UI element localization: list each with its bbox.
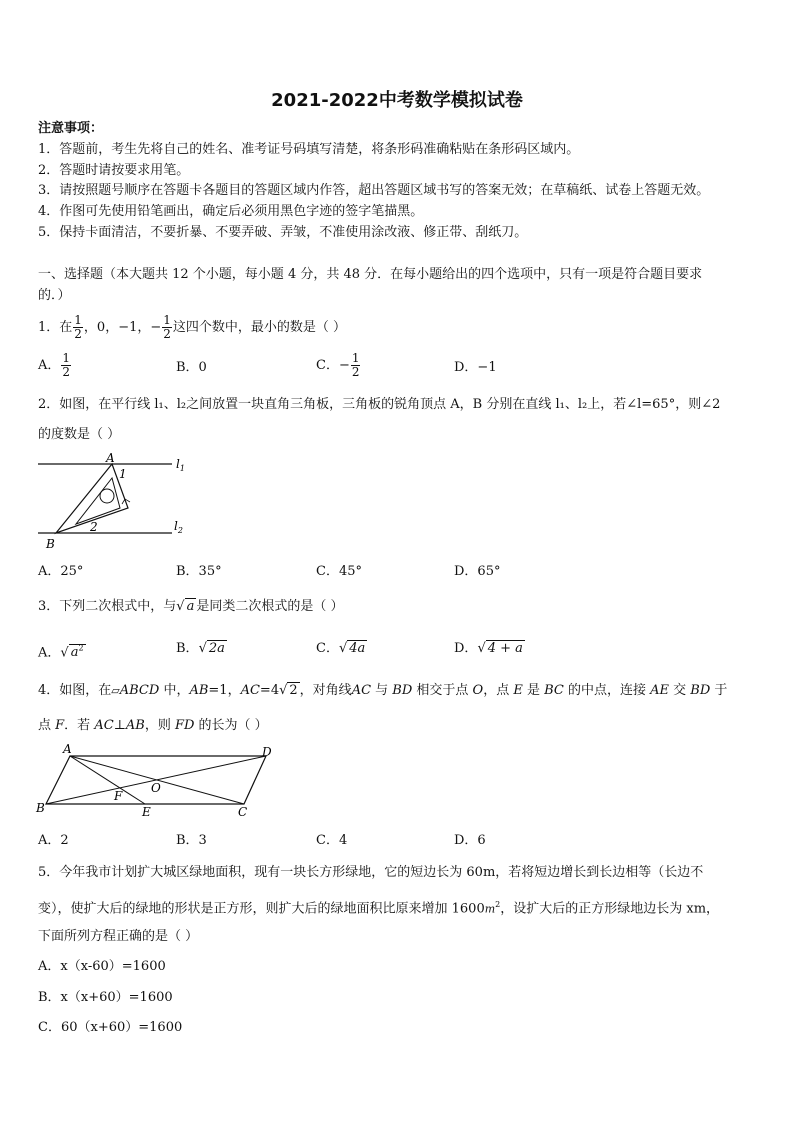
q3-option-c[interactable] (316, 640, 367, 658)
q3-option-d[interactable] (454, 640, 525, 658)
q4-text: 4．如图，在 (38, 683, 112, 698)
q5-text: 变），使扩大后的绿地的形状是正方形，则扩大后的绿地面积比原来增加 1600 (38, 901, 485, 917)
frac-denominator: 2 (74, 327, 82, 341)
q4-text: AB (189, 683, 209, 698)
sqrt-radicand (69, 644, 86, 660)
l2-subscript: 2 (177, 526, 183, 535)
label-F: F (114, 789, 123, 803)
q4-text: ABCD (119, 683, 160, 698)
question-5-stem-line1: 5．今年我市计划扩大城区绿地面积，现有一块长方形绿地，它的短边长为 60m，若将短边增长到长边相等（长边不 (38, 865, 704, 880)
q4-text: 中， (159, 683, 190, 698)
q4-text: ，点 (483, 683, 514, 698)
q1-fraction-2 (162, 314, 172, 341)
question-5-stem-line3: 下面所列方程正确的是（ ） (38, 929, 199, 944)
q4-text: AC (351, 683, 372, 698)
q4-text: =1， (208, 683, 241, 698)
frac-numerator: 1 (74, 313, 82, 327)
label-l2 (174, 519, 183, 535)
sqrt-radicand: a (186, 599, 195, 614)
q1-mid: ，0，−1，− (83, 320, 162, 335)
q1-fraction (73, 314, 83, 341)
q5-option-c[interactable]: C．60（x+60）=1600 (38, 1020, 183, 1035)
q2-option-b[interactable]: B．35° (176, 564, 222, 579)
q4-text: F (55, 718, 65, 733)
page-title: 2021-2022中考数学模拟试卷 (271, 90, 523, 111)
option-fraction (351, 352, 361, 379)
q2-option-d[interactable]: D．65° (454, 564, 501, 579)
q5-option-b[interactable]: B．x（x+60）=1600 (38, 990, 173, 1005)
q4-text: FD (174, 718, 195, 733)
sqrt-radicand: 4 + a (487, 641, 523, 656)
option-label: A． (38, 645, 61, 661)
q4-text: 的长为（ ） (194, 718, 268, 733)
question-2-stem-line1: 2．如图，在平行线 l₁、l₂之间放置一块直角三角板，三角板的锐角顶点 A，B 分别在直线 l₁、l₂上，若∠l=65°，则∠2 (38, 397, 721, 412)
sqrt-expression: √ 4 + a (477, 641, 523, 656)
q1-option-c[interactable] (316, 352, 361, 379)
q4-text: AC⊥AB (94, 718, 145, 733)
q3-pre: 3．下列二次根式中，与 (38, 599, 177, 614)
q4-option-b[interactable]: B．3 (176, 833, 207, 848)
diagonal-BD (46, 756, 266, 804)
label-E: E (142, 805, 151, 819)
q4-text: 于 (710, 683, 728, 698)
option-label: A． (38, 358, 61, 373)
q2-option-a[interactable]: A．25° (38, 564, 84, 579)
q4-text: ，则 (144, 718, 175, 733)
label-B: B (46, 537, 55, 551)
q1-pre: 1．在 (38, 320, 73, 335)
q4-text: ．若 (64, 718, 95, 733)
q4-text: O (472, 683, 484, 698)
question-5-stem-line2 (38, 896, 719, 918)
q4-text: E (513, 683, 523, 698)
q5-unit-exponent: 2 (495, 900, 501, 909)
q1-option-d[interactable]: D．−1 (454, 360, 497, 375)
q4-text: 与 (371, 683, 393, 698)
radicand-base: a (70, 645, 79, 661)
q4-text: AE (650, 683, 670, 698)
label-B: B (36, 801, 45, 815)
q3-option-b[interactable] (176, 640, 227, 658)
frac-denominator: 2 (62, 365, 71, 379)
option-label: D． (454, 641, 478, 656)
label-O: O (151, 781, 161, 795)
question-3-stem (38, 598, 343, 616)
section-heading-line1: 一、选择题（本大题共 12 个小题，每小题 4 分，共 48 分．在每小题给出的四个选项中，只有一项是符合题目要求 (38, 267, 703, 282)
q4-text: AC (240, 683, 260, 698)
q4-text: 的中点，连接 (563, 683, 651, 698)
label-A: A (106, 452, 115, 465)
q3-post: 是同类二次根式的是（ ） (196, 599, 344, 614)
q4-text: BD (690, 683, 711, 698)
frac-numerator: 1 (163, 313, 171, 327)
q1-option-a[interactable] (38, 352, 72, 379)
sqrt-radicand: 4a (349, 641, 366, 656)
note-item: 2．答题时请按要求用笔。 (38, 163, 190, 178)
sqrt-expression: √ $a^2$ (60, 644, 84, 661)
q5-option-a[interactable]: A．x（x-60）=1600 (38, 959, 166, 974)
label-C: C (238, 805, 248, 819)
q4-option-d[interactable]: D．6 (454, 833, 486, 848)
q4-text: =4 (259, 683, 280, 698)
l1-text: l (176, 457, 180, 471)
l2-text: l (174, 519, 178, 533)
set-square-hole (100, 489, 114, 503)
question-1-stem (38, 314, 346, 341)
sqrt-expression: √ 2a (198, 641, 225, 656)
q4-text: ，对角线 (299, 683, 352, 698)
q4-text: BD (392, 683, 413, 698)
option-label: C． (316, 641, 339, 656)
q5-text: ，设扩大后的正方形绿地边长为 xm， (500, 901, 720, 917)
q4-figure (34, 742, 280, 822)
frac-denominator: 2 (163, 327, 171, 341)
q4-text: 相交于点 (412, 683, 473, 698)
sqrt-expression: √ a (176, 599, 195, 614)
note-item: 4．作图可先使用铅笔画出，确定后必须用黑色字迹的签字笔描黑。 (38, 204, 424, 219)
q4-text: 点 (38, 718, 56, 733)
label-l1 (176, 457, 185, 473)
q4-text: BC (544, 683, 564, 698)
note-item: 5．保持卡面清洁，不要折暴、不要弄破、弄皱，不准使用涂改液、修正带、刮纸刀。 (38, 225, 528, 240)
q2-option-c[interactable]: C．45° (316, 564, 362, 579)
note-item: 3．请按照题号顺序在答题卡各题目的答题区域内作答，超出答题区域书写的答案无效；在草稿纸、试卷上答题无效。 (38, 183, 710, 198)
q1-option-b[interactable]: B．0 (176, 360, 207, 375)
question-4-stem-line1 (38, 682, 727, 700)
option-label: B． (176, 641, 199, 656)
q4-text: 交 (669, 683, 691, 698)
label-angle-2: 2 (90, 520, 98, 534)
l1-subscript: 1 (179, 464, 185, 473)
sqrt-expression: √ 2 (279, 683, 298, 698)
label-D: D (262, 745, 272, 759)
q4-text: 是 (522, 683, 545, 698)
frac-denominator: 2 (351, 365, 360, 379)
option-label: C．− (316, 358, 350, 373)
sqrt-radicand: 2a (208, 641, 225, 656)
frac-numerator: 1 (351, 351, 360, 365)
note-item: 1．答题前，考生先将自己的姓名、准考证号码填写清楚，将条形码准确粘贴在条形码区域内。 (38, 142, 580, 157)
q4-option-a[interactable]: A．2 (38, 833, 69, 848)
notes-heading: 注意事项： (38, 121, 104, 136)
option-fraction (61, 352, 71, 379)
parallelogram-symbol: ▱ (111, 684, 120, 697)
section-heading-line2: 的．） (38, 288, 71, 303)
question-2-stem-line2: 的度数是（ ） (38, 427, 121, 442)
sqrt-expression: √ 4a (338, 641, 366, 656)
q5-unit: m (484, 902, 496, 916)
label-angle-1: 1 (119, 467, 127, 481)
frac-numerator: 1 (62, 351, 71, 365)
q1-post: 这四个数中，最小的数是（ ） (172, 320, 347, 335)
q3-option-a[interactable] (38, 640, 86, 662)
q4-option-c[interactable]: C．4 (316, 833, 348, 848)
radicand-exponent: 2 (78, 644, 84, 653)
label-A: A (63, 742, 72, 756)
question-4-stem-line2 (38, 717, 268, 735)
sqrt-radicand: 2 (289, 683, 298, 698)
q2-figure (36, 452, 196, 552)
